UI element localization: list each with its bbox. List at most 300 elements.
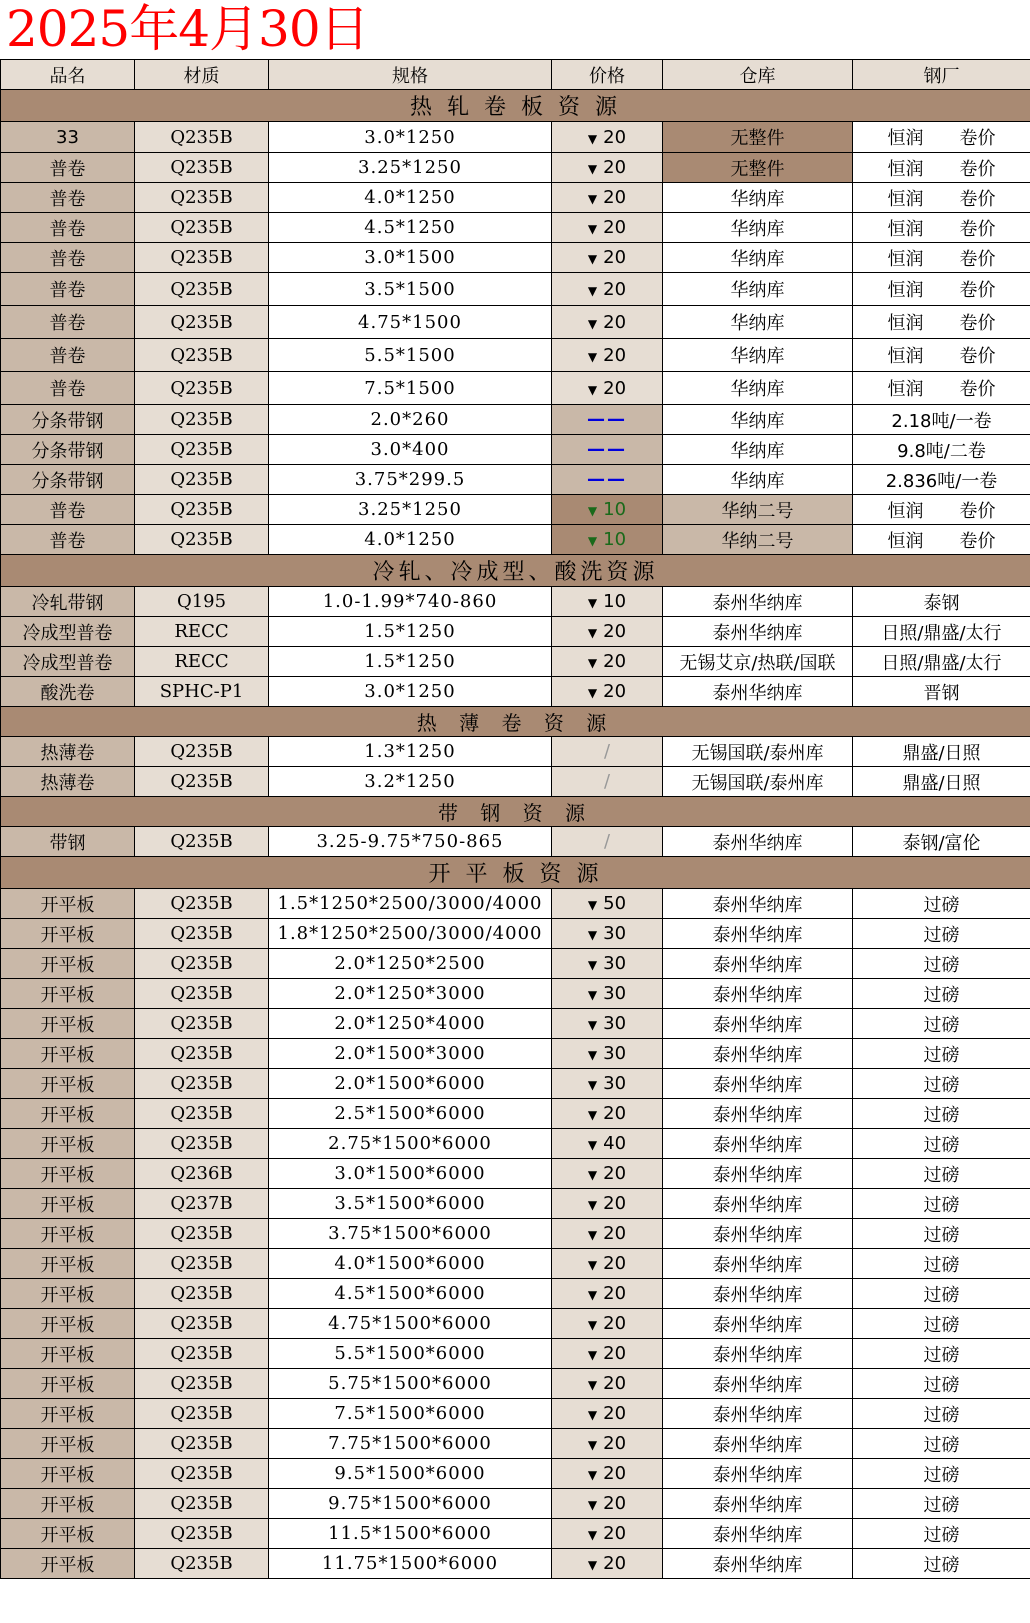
warehouse-cell: 泰州华纳库	[663, 1009, 853, 1039]
page-title: 2025年4月30日	[6, 0, 369, 58]
material-cell: Q235B	[135, 153, 269, 183]
price-cell	[552, 1339, 663, 1369]
product-name-cell: 开平板	[1, 1489, 135, 1519]
down-triangle-icon: ▼	[587, 596, 598, 610]
mill-cell: 2.836吨/一卷	[853, 465, 1030, 495]
warehouse-cell: 华纳库	[663, 339, 853, 372]
mill-cell: 过磅	[853, 1249, 1030, 1279]
warehouse-cell: 泰州华纳库	[663, 1519, 853, 1549]
product-name-cell: 普卷	[1, 213, 135, 243]
header-price: 价格	[552, 60, 663, 90]
price-value: 50	[603, 893, 627, 914]
table-row	[1, 495, 1030, 525]
mill-cell: 过磅	[853, 1159, 1030, 1189]
spec-cell: 1.8*1250*2500/3000/4000	[269, 919, 552, 949]
mill-cell: 过磅	[853, 1069, 1030, 1099]
price-value: 20	[603, 311, 627, 333]
product-name-cell: 分条带钢	[1, 405, 135, 435]
product-name-cell: 开平板	[1, 1369, 135, 1399]
warehouse-cell: 泰州华纳库	[663, 1279, 853, 1309]
price-value: 20	[603, 1433, 627, 1454]
price-cell	[552, 1489, 663, 1519]
table-row	[1, 767, 1030, 797]
down-triangle-icon: ▼	[587, 131, 598, 146]
price-value: 30	[603, 1013, 627, 1034]
price-value: 30	[603, 923, 627, 944]
price-value: 20	[603, 187, 627, 208]
header-spec: 规格	[269, 60, 552, 90]
price-value: 20	[603, 1343, 627, 1364]
down-triangle-icon: ▼	[587, 382, 598, 397]
table-row	[1, 273, 1030, 306]
warehouse-cell: 泰州华纳库	[663, 1219, 853, 1249]
table-row	[1, 1549, 1030, 1579]
table-row	[1, 1159, 1030, 1189]
spec-cell: 4.5*1500*6000	[269, 1279, 552, 1309]
price-cell	[552, 979, 663, 1009]
price-cell	[552, 1369, 663, 1399]
down-triangle-icon: ▼	[587, 1138, 598, 1152]
header-name: 品名	[1, 60, 135, 90]
header-row	[1, 60, 1030, 90]
product-name-cell: 开平板	[1, 979, 135, 1009]
spec-cell: 2.0*1500*6000	[269, 1069, 552, 1099]
section-header-row	[1, 707, 1030, 737]
warehouse-cell: 无整件	[663, 153, 853, 183]
material-cell: Q235B	[135, 1339, 269, 1369]
header-mill: 钢厂	[853, 60, 1030, 90]
spec-cell: 1.3*1250	[269, 737, 552, 767]
warehouse-cell: 泰州华纳库	[663, 919, 853, 949]
price-cell	[552, 306, 663, 339]
price-table	[0, 59, 1030, 1579]
mill-cell: 过磅	[853, 1429, 1030, 1459]
down-triangle-icon: ▼	[587, 1408, 598, 1422]
material-cell: Q235B	[135, 1369, 269, 1399]
mill-cell: 日照/鼎盛/太行	[853, 647, 1030, 677]
spec-cell: 5.75*1500*6000	[269, 1369, 552, 1399]
spec-cell: 4.0*1500*6000	[269, 1249, 552, 1279]
material-cell: Q235B	[135, 1219, 269, 1249]
price-value: 20	[603, 217, 627, 238]
spec-cell: 7.5*1500	[269, 372, 552, 405]
product-name-cell: 普卷	[1, 525, 135, 555]
table-row	[1, 1459, 1030, 1489]
product-name-cell: 开平板	[1, 1429, 135, 1459]
spec-cell: 3.25*1250	[269, 153, 552, 183]
price-cell	[552, 1069, 663, 1099]
product-name-cell: 普卷	[1, 339, 135, 372]
spec-cell: 1.5*1250	[269, 647, 552, 677]
table-row	[1, 647, 1030, 677]
warehouse-cell: 泰州华纳库	[663, 949, 853, 979]
product-name-cell: 普卷	[1, 372, 135, 405]
material-cell: Q235B	[135, 273, 269, 306]
material-cell: SPHC-P1	[135, 677, 269, 707]
warehouse-cell: 泰州华纳库	[663, 1549, 853, 1579]
section-title: 热 轧 卷 板 资 源	[1, 90, 1030, 122]
warehouse-cell: 无锡国联/泰州库	[663, 767, 853, 797]
price-cell	[552, 372, 663, 405]
mill-cell: 过磅	[853, 1039, 1030, 1069]
material-cell: Q235B	[135, 1069, 269, 1099]
down-triangle-icon: ▼	[587, 1228, 598, 1242]
price-value: 20	[603, 1253, 627, 1274]
spec-cell: 4.0*1250	[269, 525, 552, 555]
spec-cell: 3.5*1500	[269, 273, 552, 306]
table-row	[1, 1009, 1030, 1039]
price-cell	[552, 1459, 663, 1489]
material-cell: Q235B	[135, 1399, 269, 1429]
spec-cell: 3.75*1500*6000	[269, 1219, 552, 1249]
material-cell: Q235B	[135, 339, 269, 372]
price-cell	[552, 405, 663, 435]
material-cell: Q235B	[135, 737, 269, 767]
table-row	[1, 889, 1030, 919]
spec-cell: 3.0*1500	[269, 243, 552, 273]
down-triangle-icon: ▼	[587, 1198, 598, 1212]
spec-cell: 5.5*1500	[269, 339, 552, 372]
down-triangle-icon: ▼	[587, 222, 598, 236]
price-table-body	[1, 60, 1030, 1579]
spec-cell: 2.5*1500*6000	[269, 1099, 552, 1129]
spec-cell: 3.5*1500*6000	[269, 1189, 552, 1219]
product-name-cell: 普卷	[1, 273, 135, 306]
product-name-cell: 开平板	[1, 949, 135, 979]
spec-cell: 3.2*1250	[269, 767, 552, 797]
table-row	[1, 949, 1030, 979]
product-name-cell: 开平板	[1, 1459, 135, 1489]
price-cell	[552, 1399, 663, 1429]
price-cell	[552, 495, 663, 525]
table-row	[1, 1129, 1030, 1159]
table-row	[1, 306, 1030, 339]
mill-cell: 过磅	[853, 949, 1030, 979]
spec-cell: 3.25*1250	[269, 495, 552, 525]
spec-cell: 2.75*1500*6000	[269, 1129, 552, 1159]
mill-cell: 过磅	[853, 1279, 1030, 1309]
spec-cell: 1.5*1250	[269, 617, 552, 647]
product-name-cell: 分条带钢	[1, 435, 135, 465]
price-cell	[552, 153, 663, 183]
material-cell: Q235B	[135, 183, 269, 213]
warehouse-cell: 华纳库	[663, 405, 853, 435]
down-triangle-icon: ▼	[587, 1108, 598, 1122]
table-row	[1, 405, 1030, 435]
product-name-cell: 开平板	[1, 1159, 135, 1189]
product-name-cell: 开平板	[1, 1309, 135, 1339]
price-cell	[552, 1189, 663, 1219]
material-cell: Q235B	[135, 495, 269, 525]
material-cell: Q235B	[135, 1459, 269, 1489]
price-value: 20	[603, 1193, 627, 1214]
product-name-cell: 开平板	[1, 1279, 135, 1309]
material-cell: Q235B	[135, 243, 269, 273]
material-cell: Q235B	[135, 435, 269, 465]
price-value: 20	[603, 681, 627, 702]
material-cell: Q235B	[135, 1429, 269, 1459]
table-row	[1, 465, 1030, 495]
spec-cell: 2.0*1250*2500	[269, 949, 552, 979]
price-cell	[552, 122, 663, 153]
mill-cell: 过磅	[853, 1189, 1030, 1219]
down-triangle-icon: ▼	[587, 1558, 598, 1572]
price-value: 10	[603, 499, 627, 520]
mill-cell: 9.8吨/二卷	[853, 435, 1030, 465]
warehouse-cell: 泰州华纳库	[663, 1489, 853, 1519]
price-cell	[552, 587, 663, 617]
product-name-cell: 开平板	[1, 1549, 135, 1579]
mill-cell: 恒润 卷价	[853, 372, 1030, 405]
mill-cell: 恒润 卷价	[853, 243, 1030, 273]
warehouse-cell: 泰州华纳库	[663, 1429, 853, 1459]
price-cell	[552, 647, 663, 677]
price-value: 20	[603, 1403, 627, 1424]
mill-cell: 鼎盛/日照	[853, 767, 1030, 797]
price-cell	[552, 435, 663, 465]
warehouse-cell: 华纳库	[663, 183, 853, 213]
price-value: 20	[603, 1463, 627, 1484]
spec-cell: 3.0*1250	[269, 677, 552, 707]
product-name-cell: 开平板	[1, 889, 135, 919]
down-triangle-icon: ▼	[587, 1378, 598, 1392]
down-triangle-icon: ▼	[587, 252, 598, 266]
price-value: 20	[603, 157, 627, 178]
warehouse-cell: 泰州华纳库	[663, 1399, 853, 1429]
material-cell: RECC	[135, 647, 269, 677]
product-name-cell: 普卷	[1, 495, 135, 525]
material-cell: Q235B	[135, 1249, 269, 1279]
spec-cell: 2.0*1250*4000	[269, 1009, 552, 1039]
price-cell	[552, 1009, 663, 1039]
warehouse-cell: 泰州华纳库	[663, 677, 853, 707]
price-value: ——	[587, 469, 627, 490]
header-material: 材质	[135, 60, 269, 90]
material-cell: Q235B	[135, 979, 269, 1009]
product-name-cell: 开平板	[1, 919, 135, 949]
section-header-row	[1, 857, 1030, 889]
mill-cell: 过磅	[853, 919, 1030, 949]
material-cell: Q235B	[135, 1279, 269, 1309]
table-row	[1, 1309, 1030, 1339]
price-value: 20	[603, 1553, 627, 1574]
warehouse-cell: 泰州华纳库	[663, 1339, 853, 1369]
price-cell	[552, 737, 663, 767]
down-triangle-icon: ▼	[587, 1288, 598, 1302]
section-title: 热 薄 卷 资 源	[1, 707, 1030, 737]
table-row	[1, 153, 1030, 183]
mill-cell: 过磅	[853, 1489, 1030, 1519]
warehouse-cell: 泰州华纳库	[663, 1459, 853, 1489]
price-cell	[552, 1549, 663, 1579]
table-row	[1, 677, 1030, 707]
section-title: 开 平 板 资 源	[1, 857, 1030, 889]
product-name-cell: 冷成型普卷	[1, 617, 135, 647]
price-cell	[552, 1309, 663, 1339]
price-cell	[552, 213, 663, 243]
table-row	[1, 1099, 1030, 1129]
section-title: 冷轧、冷成型、酸洗资源	[1, 555, 1030, 587]
spec-cell: 3.0*1250	[269, 122, 552, 153]
warehouse-cell: 泰州华纳库	[663, 1309, 853, 1339]
warehouse-cell: 华纳库	[663, 213, 853, 243]
warehouse-cell: 无锡国联/泰州库	[663, 737, 853, 767]
mill-cell: 过磅	[853, 1399, 1030, 1429]
down-triangle-icon: ▼	[587, 349, 598, 364]
product-name-cell: 开平板	[1, 1069, 135, 1099]
mill-cell: 恒润 卷价	[853, 273, 1030, 306]
section-title: 带 钢 资 源	[1, 797, 1030, 827]
material-cell: Q235B	[135, 465, 269, 495]
down-triangle-icon: ▼	[587, 1168, 598, 1182]
spec-cell: 4.75*1500*6000	[269, 1309, 552, 1339]
product-name-cell: 分条带钢	[1, 465, 135, 495]
mill-cell: 过磅	[853, 1459, 1030, 1489]
warehouse-cell: 泰州华纳库	[663, 1189, 853, 1219]
mill-cell: 过磅	[853, 979, 1030, 1009]
price-value: 20	[603, 651, 627, 672]
product-name-cell: 酸洗卷	[1, 677, 135, 707]
spec-cell: 7.5*1500*6000	[269, 1399, 552, 1429]
mill-cell: 恒润 卷价	[853, 213, 1030, 243]
price-value: 20	[603, 1523, 627, 1544]
price-value: ——	[587, 439, 627, 460]
table-row	[1, 737, 1030, 767]
table-row	[1, 1399, 1030, 1429]
material-cell: Q235B	[135, 1129, 269, 1159]
warehouse-cell: 泰州华纳库	[663, 1159, 853, 1189]
down-triangle-icon: ▼	[587, 1348, 598, 1362]
down-triangle-icon: ▼	[587, 283, 598, 298]
table-row	[1, 1339, 1030, 1369]
price-value: 20	[603, 1493, 627, 1514]
product-name-cell: 热薄卷	[1, 737, 135, 767]
mill-cell: 2.18吨/一卷	[853, 405, 1030, 435]
down-triangle-icon: ▼	[587, 1498, 598, 1512]
table-row	[1, 1189, 1030, 1219]
spec-cell: 1.5*1250*2500/3000/4000	[269, 889, 552, 919]
product-name-cell: 开平板	[1, 1249, 135, 1279]
table-row	[1, 1219, 1030, 1249]
material-cell: Q195	[135, 587, 269, 617]
material-cell: Q235B	[135, 1549, 269, 1579]
mill-cell: 恒润 卷价	[853, 183, 1030, 213]
price-cell	[552, 1429, 663, 1459]
price-value: 20	[603, 247, 627, 268]
mill-cell: 恒润 卷价	[853, 122, 1030, 153]
section-header-row	[1, 555, 1030, 587]
spec-cell: 4.5*1250	[269, 213, 552, 243]
spec-cell: 2.0*260	[269, 405, 552, 435]
mill-cell: 过磅	[853, 1549, 1030, 1579]
price-value: 20	[603, 1163, 627, 1184]
warehouse-cell: 无整件	[663, 122, 853, 153]
table-row	[1, 1039, 1030, 1069]
price-cell	[552, 767, 663, 797]
price-value: /	[603, 771, 611, 792]
mill-cell: 过磅	[853, 1339, 1030, 1369]
material-cell: Q235B	[135, 827, 269, 857]
table-row	[1, 587, 1030, 617]
down-triangle-icon: ▼	[587, 1078, 598, 1092]
material-cell: Q235B	[135, 525, 269, 555]
spec-cell: 3.0*1500*6000	[269, 1159, 552, 1189]
table-row	[1, 979, 1030, 1009]
price-value: 20	[603, 1313, 627, 1334]
price-cell	[552, 183, 663, 213]
table-row	[1, 1069, 1030, 1099]
warehouse-cell: 泰州华纳库	[663, 1069, 853, 1099]
down-triangle-icon: ▼	[587, 1468, 598, 1482]
warehouse-cell: 泰州华纳库	[663, 827, 853, 857]
product-name-cell: 普卷	[1, 183, 135, 213]
price-cell	[552, 1279, 663, 1309]
material-cell: Q235B	[135, 122, 269, 153]
price-value: 20	[603, 1373, 627, 1394]
product-name-cell: 开平板	[1, 1519, 135, 1549]
mill-cell: 恒润 卷价	[853, 495, 1030, 525]
material-cell: Q235B	[135, 306, 269, 339]
mill-cell: 恒润 卷价	[853, 153, 1030, 183]
warehouse-cell: 华纳库	[663, 372, 853, 405]
material-cell: Q235B	[135, 1009, 269, 1039]
price-cell	[552, 243, 663, 273]
price-cell	[552, 465, 663, 495]
product-name-cell: 冷成型普卷	[1, 647, 135, 677]
table-row	[1, 919, 1030, 949]
down-triangle-icon: ▼	[587, 1018, 598, 1032]
mill-cell: 晋钢	[853, 677, 1030, 707]
mill-cell: 过磅	[853, 1519, 1030, 1549]
table-row	[1, 1429, 1030, 1459]
spec-cell: 3.25-9.75*750-865	[269, 827, 552, 857]
mill-cell: 日照/鼎盛/太行	[853, 617, 1030, 647]
price-value: /	[603, 741, 611, 762]
material-cell: Q237B	[135, 1189, 269, 1219]
warehouse-cell: 华纳库	[663, 306, 853, 339]
mill-cell: 恒润 卷价	[853, 339, 1030, 372]
material-cell: Q235B	[135, 949, 269, 979]
spec-cell: 4.75*1500	[269, 306, 552, 339]
table-row	[1, 183, 1030, 213]
product-name-cell: 开平板	[1, 1339, 135, 1369]
spec-cell: 4.0*1250	[269, 183, 552, 213]
price-cell	[552, 949, 663, 979]
mill-cell: 泰钢	[853, 587, 1030, 617]
mill-cell: 过磅	[853, 1129, 1030, 1159]
material-cell: Q235B	[135, 919, 269, 949]
down-triangle-icon: ▼	[587, 1438, 598, 1452]
warehouse-cell: 泰州华纳库	[663, 1039, 853, 1069]
warehouse-cell: 华纳库	[663, 465, 853, 495]
mill-cell: 恒润 卷价	[853, 525, 1030, 555]
material-cell: Q235B	[135, 1519, 269, 1549]
warehouse-cell: 无锡艾京/热联/国联	[663, 647, 853, 677]
material-cell: Q235B	[135, 1099, 269, 1129]
product-name-cell: 开平板	[1, 1189, 135, 1219]
down-triangle-icon: ▼	[587, 686, 598, 700]
warehouse-cell: 华纳库	[663, 273, 853, 306]
down-triangle-icon: ▼	[587, 162, 598, 176]
spec-cell: 3.75*299.5	[269, 465, 552, 495]
product-name-cell: 冷轧带钢	[1, 587, 135, 617]
table-row	[1, 435, 1030, 465]
mill-cell: 过磅	[853, 1309, 1030, 1339]
spec-cell: 2.0*1500*3000	[269, 1039, 552, 1069]
table-row	[1, 617, 1030, 647]
table-row	[1, 827, 1030, 857]
price-value: 20	[603, 126, 627, 148]
